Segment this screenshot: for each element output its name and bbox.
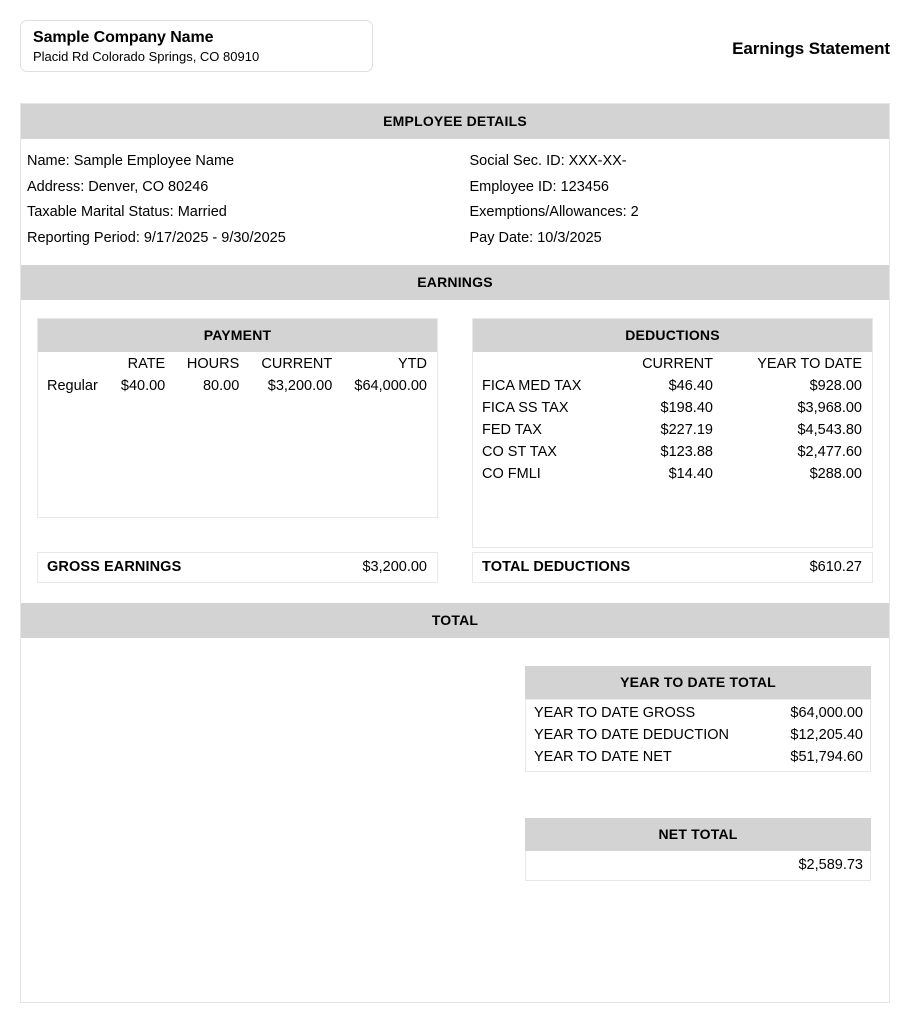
table-row: [473, 375, 872, 397]
deduction-label-2: FED TAX: [482, 422, 542, 438]
total-deductions-label: TOTAL DEDUCTIONS: [482, 559, 631, 575]
company-name: Sample Company Name: [33, 29, 214, 46]
payment-col-current: CURRENT: [261, 356, 333, 372]
payment-header-row: [38, 352, 437, 375]
payment-col-ytd: YTD: [398, 356, 427, 372]
section-header-earnings: EARNINGS: [21, 265, 889, 300]
ytd-deduction-value: $12,205.40: [790, 727, 863, 743]
employee-details-section: [21, 139, 889, 265]
deductions-grid: [473, 352, 872, 485]
ytd-gross-label: YEAR TO DATE GROSS: [534, 705, 696, 721]
payment-row-current: $3,200.00: [267, 378, 333, 394]
ytd-net-value: $51,794.60: [790, 749, 863, 765]
deduction-label-0: FICA MED TAX: [482, 378, 582, 394]
table-row: [526, 702, 870, 724]
total-section: [21, 638, 889, 990]
payment-row-rate: $40.00: [120, 378, 166, 394]
year-to-date-total-body: [525, 699, 871, 772]
table-row: [473, 441, 872, 463]
table-row: [473, 419, 872, 441]
net-total-table: [525, 818, 871, 881]
pay-date: Pay Date: 10/3/2025: [469, 229, 602, 246]
deduction-ytd-4: $288.00: [809, 466, 862, 482]
company-info-box: [20, 20, 373, 72]
employee-id: Employee ID: 123456: [469, 178, 609, 195]
deductions-table: [472, 318, 873, 548]
deduction-label-3: CO ST TAX: [482, 444, 557, 460]
deductions-table-title: DEDUCTIONS: [473, 319, 872, 352]
table-row: [38, 375, 437, 397]
deduction-current-1: $198.40: [660, 400, 713, 416]
total-deductions-value: $610.27: [809, 559, 862, 575]
deduction-ytd-3: $2,477.60: [797, 444, 862, 460]
payment-table: [37, 318, 438, 518]
statement-header: [0, 0, 910, 100]
company-address: Placid Rd Colorado Springs, CO 80910: [33, 49, 260, 64]
exemptions-allowances: Exemptions/Allowances: 2: [469, 204, 639, 220]
ytd-gross-value: $64,000.00: [790, 705, 863, 721]
total-deductions-row: [472, 552, 873, 583]
table-row: [526, 724, 870, 746]
deduction-current-2: $227.19: [660, 422, 713, 438]
employee-name: Name: Sample Employee Name: [27, 153, 235, 169]
table-row: [526, 746, 870, 768]
table-row: [473, 397, 872, 419]
net-total-value: $2,589.73: [525, 851, 871, 881]
payment-table-title: PAYMENT: [38, 319, 437, 352]
deductions-header-row: [473, 352, 872, 375]
payment-row-label: Regular: [47, 378, 98, 394]
gross-earnings-value: $3,200.00: [362, 559, 427, 575]
payment-row-hours: 80.00: [202, 378, 240, 394]
page-title: Earnings Statement: [732, 39, 890, 58]
section-header-total: TOTAL: [21, 603, 889, 638]
section-header-employee-details: EMPLOYEE DETAILS: [21, 104, 889, 139]
reporting-period: Reporting Period: 9/17/2025 - 9/30/2025: [27, 229, 286, 246]
deduction-ytd-2: $4,543.80: [797, 422, 862, 438]
payment-col-blank: [38, 352, 109, 375]
payment-grid: [38, 352, 437, 397]
employee-details-right-column: [447, 149, 890, 251]
deduction-label-1: FICA SS TAX: [482, 400, 569, 416]
earnings-statement-document: [20, 103, 890, 1003]
deduction-ytd-1: $3,968.00: [797, 400, 862, 416]
employee-address: Address: Denver, CO 80246: [27, 178, 209, 195]
year-to-date-total-table: [525, 666, 871, 772]
gross-earnings-label: GROSS EARNINGS: [47, 559, 182, 575]
ytd-net-label: YEAR TO DATE NET: [534, 749, 672, 765]
ytd-deduction-label: YEAR TO DATE DEDUCTION: [534, 727, 729, 743]
payment-column: [37, 318, 438, 583]
deductions-col-blank: [473, 352, 614, 375]
payment-col-rate: RATE: [127, 356, 166, 372]
net-total-title: NET TOTAL: [525, 818, 871, 851]
earnings-section: [21, 300, 889, 603]
payment-table-body: [38, 352, 437, 517]
deductions-col-current: CURRENT: [642, 356, 713, 372]
deductions-col-ytd: YEAR TO DATE: [757, 356, 862, 372]
social-security-id: Social Sec. ID: XXX-XX-: [469, 153, 627, 169]
payment-row-ytd: $64,000.00: [354, 378, 427, 394]
deduction-current-4: $14.40: [668, 466, 713, 482]
payment-col-hours: HOURS: [186, 356, 240, 372]
deduction-current-0: $46.40: [668, 378, 713, 394]
taxable-marital-status: Taxable Marital Status: Married: [27, 204, 227, 220]
gross-earnings-row: [37, 552, 438, 583]
deductions-table-body: [473, 352, 872, 547]
deductions-column: [472, 318, 873, 583]
deduction-ytd-0: $928.00: [809, 378, 862, 394]
deduction-current-3: $123.88: [660, 444, 713, 460]
table-row: [473, 463, 872, 485]
year-to-date-total-title: YEAR TO DATE TOTAL: [525, 666, 871, 699]
employee-details-left-column: [21, 149, 447, 251]
deduction-label-4: CO FMLI: [482, 466, 541, 482]
